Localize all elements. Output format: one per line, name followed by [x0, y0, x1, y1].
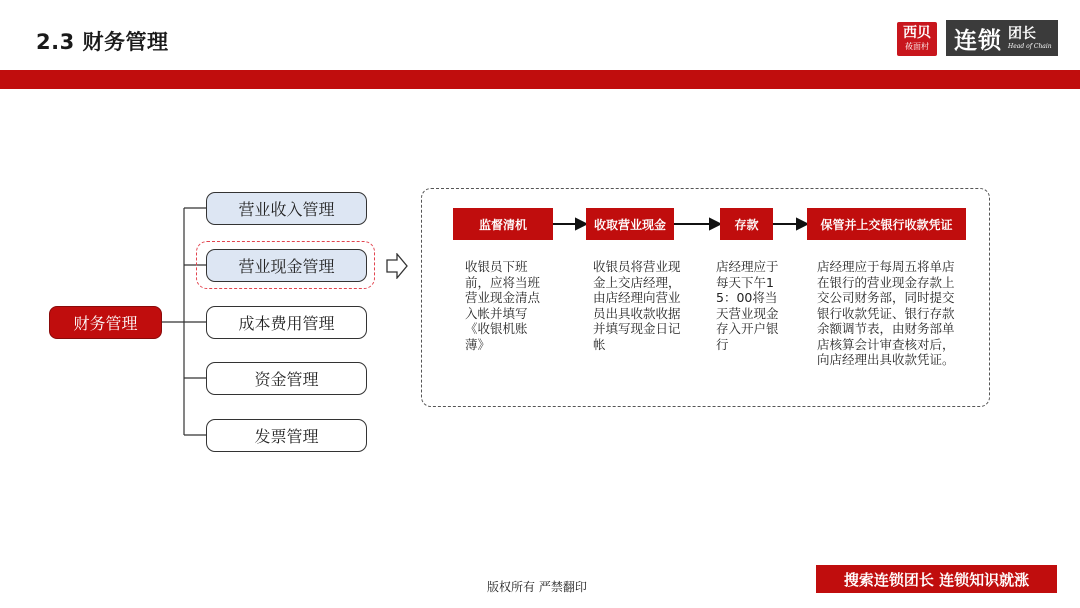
step-collect-cash: 收取营业现金: [586, 208, 674, 240]
tree-node-cash: 营业现金管理: [206, 249, 367, 282]
step-desc-deposit: 店经理应于每天下午15：00将当天营业现金存入开户银行: [716, 259, 779, 352]
copyright-text: 版权所有 严禁翻印: [487, 580, 587, 594]
xibei-logo-subtext: 莜面村: [905, 42, 929, 51]
step-desc-supervise: 收银员下班前，应将当班营业现金清点入帐并填写《收银机账薄》: [465, 259, 541, 352]
xibei-logo-text: 西贝: [903, 25, 931, 41]
page-title: 2.3 财务管理: [36, 30, 169, 54]
footer-banner: 搜索连锁团长 连锁知识就涨: [816, 565, 1057, 593]
step-desc-collect-cash: 收银员将营业现金上交店经理，由店经理向营业员出具收款收据并填写现金日记帐: [593, 259, 681, 352]
tree-node-invoice: 发票管理: [206, 419, 367, 452]
liansuo-logo-side: 团长: [1008, 25, 1036, 42]
right-arrow-icon: [385, 253, 409, 279]
step-deposit: 存款: [720, 208, 773, 240]
step-desc-keep-voucher: 店经理应于每周五将单店在银行的营业现金存款上交公司财务部，同时提交银行收款凭证、银行存款余额调节表，由财务部单店核算会计审查核对后，向店经理出具收款凭证。: [817, 259, 955, 367]
liansuo-logo-sub: Head of Chain: [1008, 42, 1052, 50]
tree-node-cost: 成本费用管理: [206, 306, 367, 339]
root-node: 财务管理: [49, 306, 162, 339]
step-keep-voucher: 保管并上交银行收款凭证: [807, 208, 966, 240]
tree-node-funds: 资金管理: [206, 362, 367, 395]
step-supervise: 监督清机: [453, 208, 553, 240]
tree-node-revenue: 营业收入管理: [206, 192, 367, 225]
liansuo-logo-main: 连锁: [954, 27, 1002, 54]
